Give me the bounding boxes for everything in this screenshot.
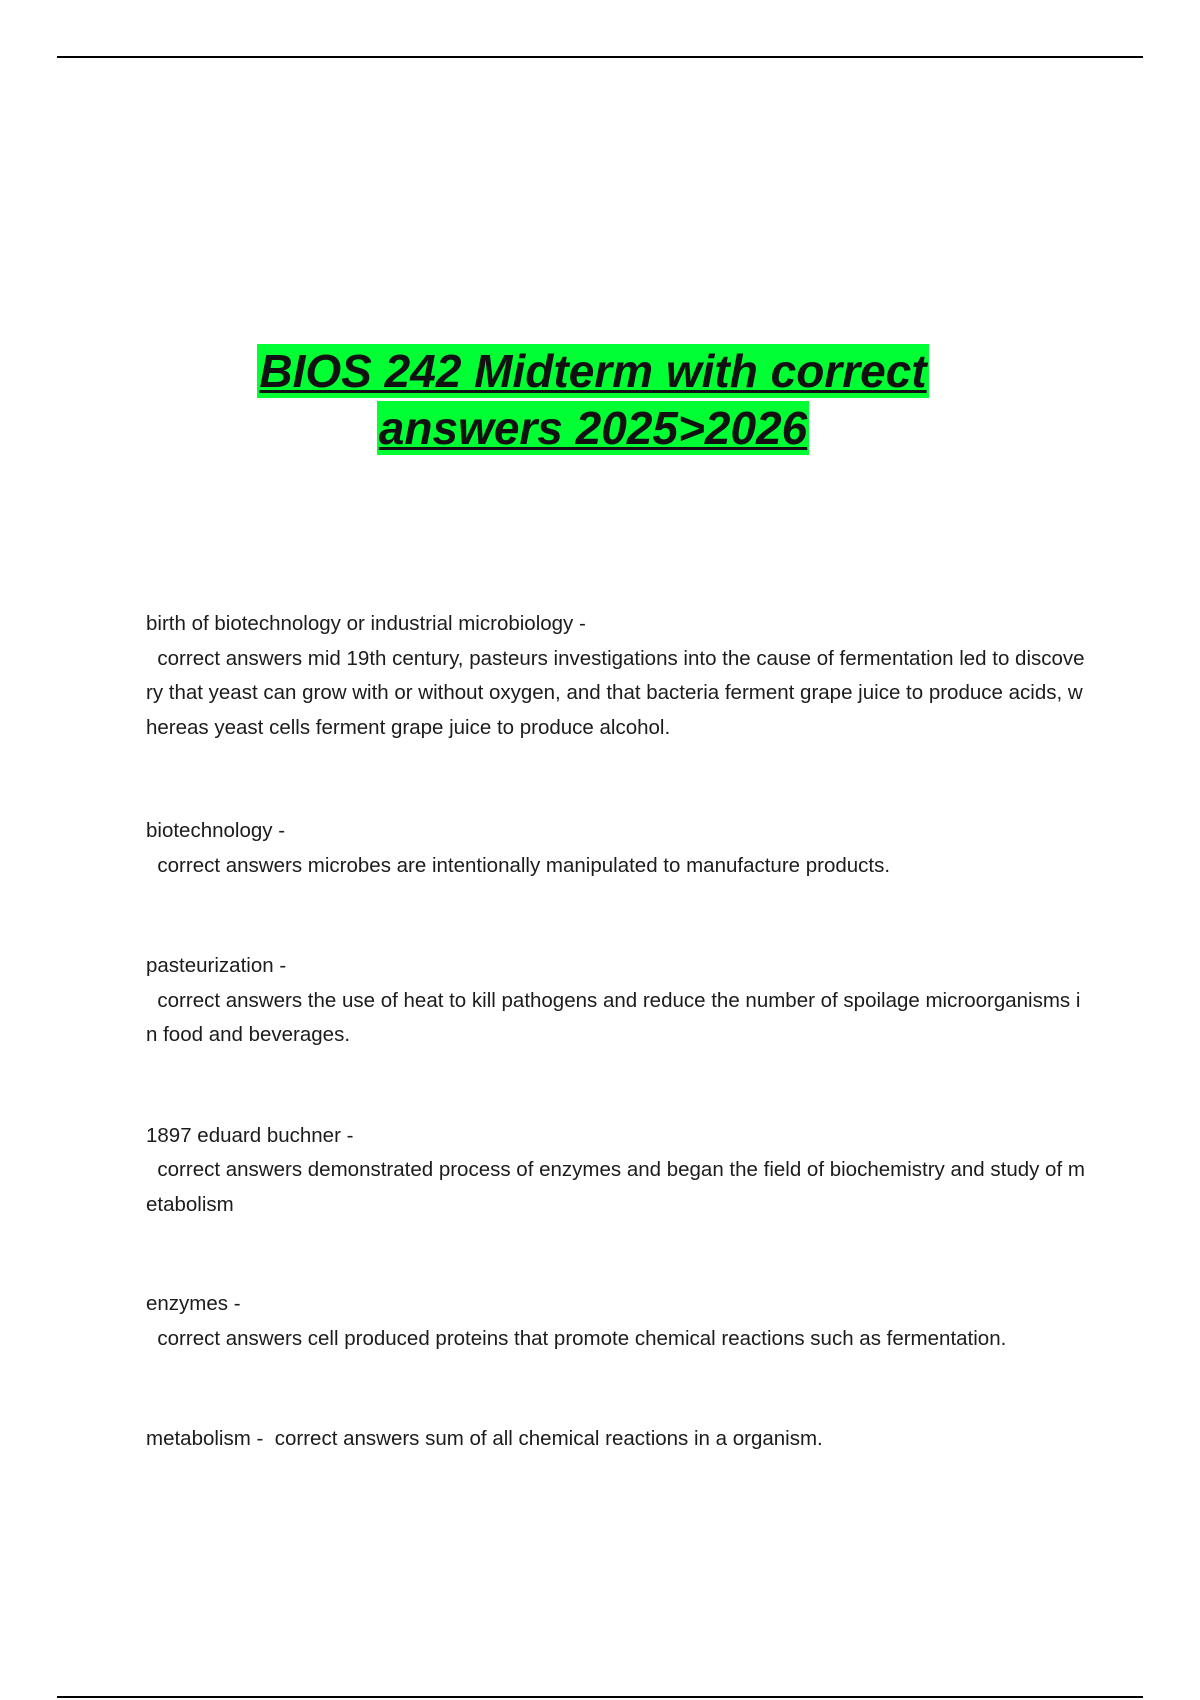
- qa-item: [146, 1422, 1090, 1457]
- qa-item: [146, 1287, 1090, 1356]
- qa-item: [146, 607, 1090, 745]
- qa-item: [146, 1119, 1090, 1223]
- document-title: [0, 344, 1186, 458]
- title-line-1: BIOS 242 Midterm with correct: [259, 345, 927, 397]
- top-rule: [57, 56, 1143, 58]
- qa-answer: correct answers cell produced proteins that promote chemical reactions such as fermentation.: [146, 1326, 1007, 1350]
- qa-item: [146, 949, 1090, 1053]
- qa-term: biotechnology -: [146, 819, 286, 842]
- qa-answer: correct answers sum of all chemical reactions in a organism.: [263, 1427, 823, 1450]
- qa-answer: correct answers demonstrated process of enzymes and began the field of biochemistry and study of metabolism: [146, 1158, 1085, 1216]
- title-line-2: answers 2025>2026: [378, 402, 808, 454]
- bottom-rule: [57, 1696, 1143, 1698]
- qa-term: birth of biotechnology or industrial microbiology -: [146, 612, 586, 635]
- qa-answer: correct answers the use of heat to kill pathogens and reduce the number of spoilage microorganisms in food and beverages.: [146, 988, 1081, 1046]
- qa-term: pasteurization -: [146, 954, 287, 977]
- qa-term: 1897 eduard buchner -: [146, 1123, 354, 1147]
- qa-term: enzymes -: [146, 1292, 241, 1315]
- qa-item: [146, 814, 1090, 883]
- qa-list: [146, 607, 1090, 1457]
- qa-answer: correct answers mid 19th century, pasteurs investigations into the cause of fermentation led to discovery that yeast can grow with or without oxygen, and that bacteria ferment grape juice to produce acids, whereas yeast cells ferment grape juice to produce alcohol.: [146, 646, 1085, 739]
- qa-answer: correct answers microbes are intentionally manipulated to manufacture products.: [146, 853, 891, 877]
- qa-term: metabolism -: [146, 1427, 264, 1450]
